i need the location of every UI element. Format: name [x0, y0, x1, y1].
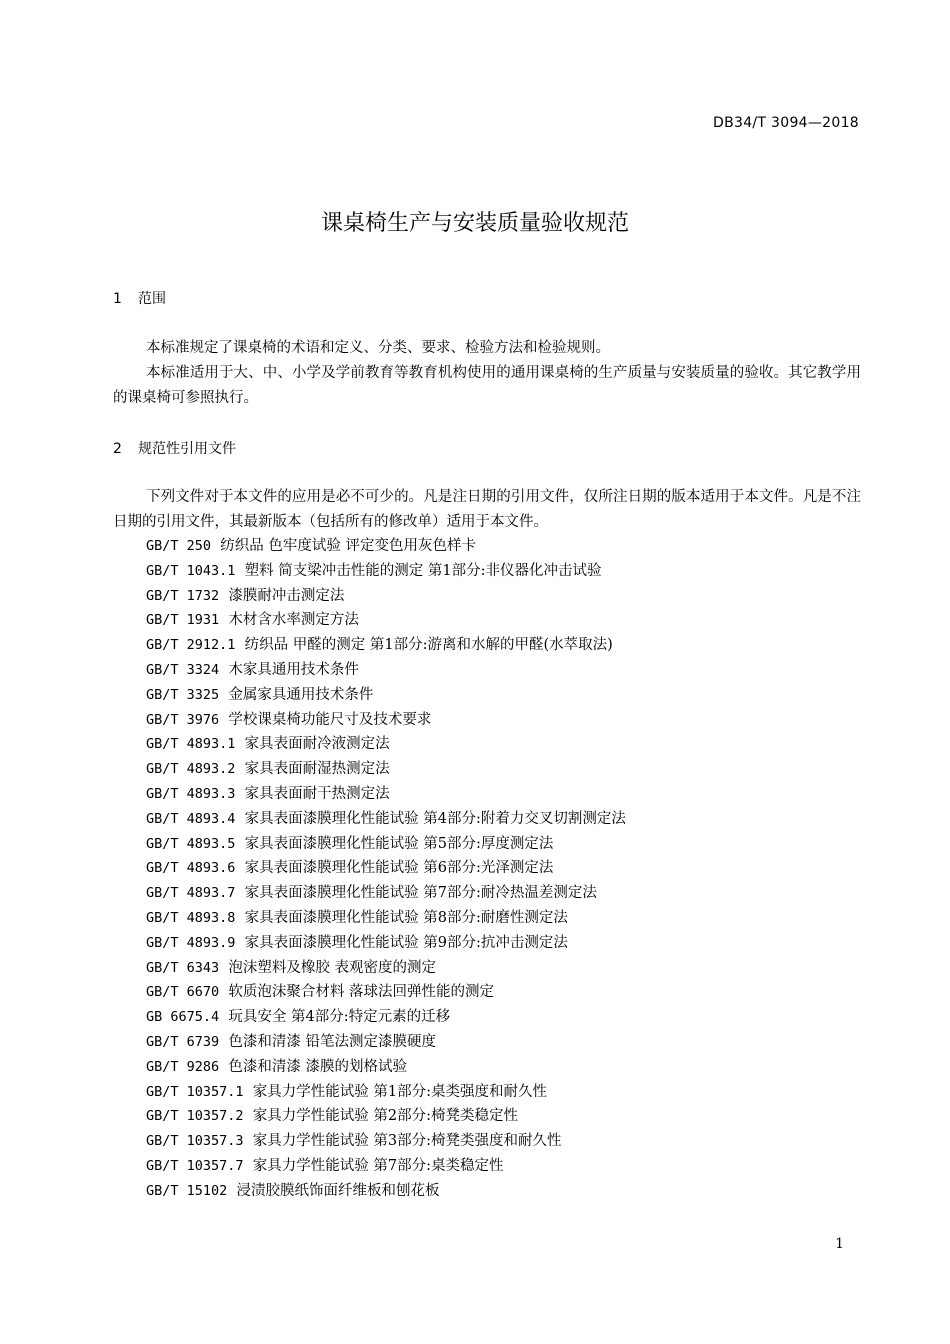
reference-code: GB/T 4893.4 [146, 810, 236, 827]
reference-title: 家具表面漆膜理化性能试验 第8部分:耐磨性测定法 [244, 909, 568, 926]
document-title: 课桌椅生产与安装质量验收规范 [320, 211, 629, 236]
reference-title: 金属家具通用技术条件 [228, 686, 374, 703]
reference-title: 纺织品 色牢度试验 评定变色用灰色样卡 [220, 538, 476, 554]
reference-item [146, 931, 626, 956]
reference-title: 漆膜耐冲击测定法 [228, 587, 345, 604]
reference-code: GB/T 6739 [146, 1033, 220, 1050]
reference-item [146, 559, 626, 584]
reference-code: GB/T 10357.1 [146, 1083, 244, 1100]
reference-title: 家具表面漆膜理化性能试验 第7部分:耐冷热温差测定法 [244, 885, 597, 902]
reference-item [146, 782, 626, 807]
reference-title: 色漆和清漆 铅笔法测定漆膜硬度 [228, 1033, 436, 1050]
section-heading-normative-references [113, 438, 236, 458]
reference-item [146, 881, 626, 906]
reference-code: GB/T 2912.1 [146, 637, 236, 654]
reference-title: 家具表面耐干热测定法 [244, 785, 390, 802]
reference-code: GB/T 4893.7 [146, 885, 236, 902]
reference-title: 家具表面漆膜理化性能试验 第4部分:附着力交叉切割测定法 [244, 810, 626, 827]
reference-code: GB/T 6343 [146, 959, 220, 976]
reference-title: 家具表面漆膜理化性能试验 第6部分:光泽测定法 [244, 860, 554, 877]
reference-code: GB/T 4893.2 [146, 761, 236, 778]
reference-item [146, 856, 626, 881]
reference-title: 家具表面漆膜理化性能试验 第5部分:厚度测定法 [244, 835, 554, 852]
reference-item [146, 534, 626, 559]
reference-title: 软质泡沫聚合材料 落球法回弹性能的测定 [228, 984, 494, 1001]
reference-code: GB/T 15102 [146, 1182, 228, 1199]
reference-title: 家具力学性能试验 第1部分:桌类强度和耐久性 [252, 1083, 547, 1100]
reference-title: 色漆和清漆 漆膜的划格试验 [228, 1058, 407, 1075]
reference-item [146, 1055, 626, 1080]
reference-title: 家具力学性能试验 第3部分:椅凳类强度和耐久性 [252, 1133, 562, 1150]
reference-code: GB/T 1732 [146, 587, 220, 604]
reference-item [146, 1005, 626, 1030]
reference-code: GB/T 4893.6 [146, 860, 236, 877]
paragraph: 本标准规定了课桌椅的术语和定义、分类、要求、检验方法和检验规则。 [146, 340, 610, 356]
reference-code: GB/T 1043.1 [146, 562, 236, 579]
reference-code: GB/T 10357.7 [146, 1157, 244, 1174]
section-number: 1 [113, 291, 122, 307]
reference-title: 木家具通用技术条件 [228, 661, 359, 678]
reference-item [146, 1030, 626, 1055]
reference-title: 家具表面耐湿热测定法 [244, 761, 390, 778]
reference-title: 浸渍胶膜纸饰面纤维板和刨花板 [236, 1182, 440, 1199]
reference-item [146, 633, 626, 658]
reference-title: 学校课桌椅功能尺寸及技术要求 [228, 711, 432, 728]
reference-item [146, 807, 626, 832]
section-title: 范围 [138, 291, 166, 307]
reference-code: GB/T 3976 [146, 711, 220, 728]
reference-code: GB/T 4893.1 [146, 736, 236, 753]
reference-code: GB/T 1931 [146, 612, 220, 629]
reference-item [146, 1104, 626, 1129]
page-number: 1 [835, 1236, 844, 1252]
reference-item [146, 683, 626, 708]
reference-item [146, 608, 626, 633]
reference-item [146, 1179, 626, 1204]
reference-item [146, 658, 626, 683]
reference-item [146, 584, 626, 609]
standard-code: DB34/T 3094—2018 [713, 115, 859, 131]
reference-item [146, 1154, 626, 1179]
reference-title: 家具力学性能试验 第7部分:桌类稳定性 [252, 1157, 504, 1174]
reference-item [146, 732, 626, 757]
reference-list [146, 534, 626, 1204]
reference-title: 纺织品 甲醛的测定 第1部分:游离和水解的甲醛(水萃取法) [244, 637, 613, 654]
reference-code: GB/T 3325 [146, 686, 220, 703]
reference-title: 塑料 简支梁冲击性能的测定 第1部分:非仪器化冲击试验 [244, 562, 602, 579]
reference-code: GB/T 4893.5 [146, 835, 236, 852]
reference-code: GB/T 10357.2 [146, 1108, 244, 1125]
reference-code: GB/T 10357.3 [146, 1133, 244, 1150]
reference-title: 泡沫塑料及橡胶 表观密度的测定 [228, 959, 436, 976]
paragraph: 下列文件对于本文件的应用是必不可少的。凡是注日期的引用文件，仅所注日期的版本适用于本文件。凡是不注日期的引用文件，其最新版本（包括所有的修改单）适用于本文件。 [113, 489, 861, 530]
reference-code: GB/T 250 [146, 538, 212, 554]
reference-item [146, 906, 626, 931]
reference-code: GB/T 6670 [146, 984, 220, 1001]
reference-title: 玩具安全 第4部分:特定元素的迁移 [228, 1009, 451, 1026]
section-title: 规范性引用文件 [138, 441, 236, 457]
reference-item [146, 956, 626, 981]
reference-code: GB/T 9286 [146, 1058, 220, 1075]
reference-item [146, 708, 626, 733]
reference-item [146, 1129, 626, 1154]
reference-title: 木材含水率测定方法 [228, 612, 359, 629]
reference-code: GB/T 3324 [146, 661, 220, 678]
reference-item [146, 980, 626, 1005]
section-number: 2 [113, 441, 122, 457]
paragraph: 本标准适用于大、中、小学及学前教育等教育机构使用的通用课桌椅的生产质量与安装质量的验收。其它教学用的课桌椅可参照执行。 [113, 365, 861, 406]
reference-item [146, 1080, 626, 1105]
reference-code: GB/T 4893.9 [146, 934, 236, 951]
section-heading-scope [113, 288, 166, 308]
reference-title: 家具表面耐冷液测定法 [244, 736, 390, 753]
reference-code: GB/T 4893.3 [146, 785, 236, 802]
reference-code: GB/T 4893.8 [146, 909, 236, 926]
reference-code: GB 6675.4 [146, 1009, 220, 1026]
reference-item [146, 757, 626, 782]
reference-title: 家具力学性能试验 第2部分:椅凳类稳定性 [252, 1108, 518, 1125]
reference-item [146, 832, 626, 857]
reference-title: 家具表面漆膜理化性能试验 第9部分:抗冲击测定法 [244, 934, 568, 951]
